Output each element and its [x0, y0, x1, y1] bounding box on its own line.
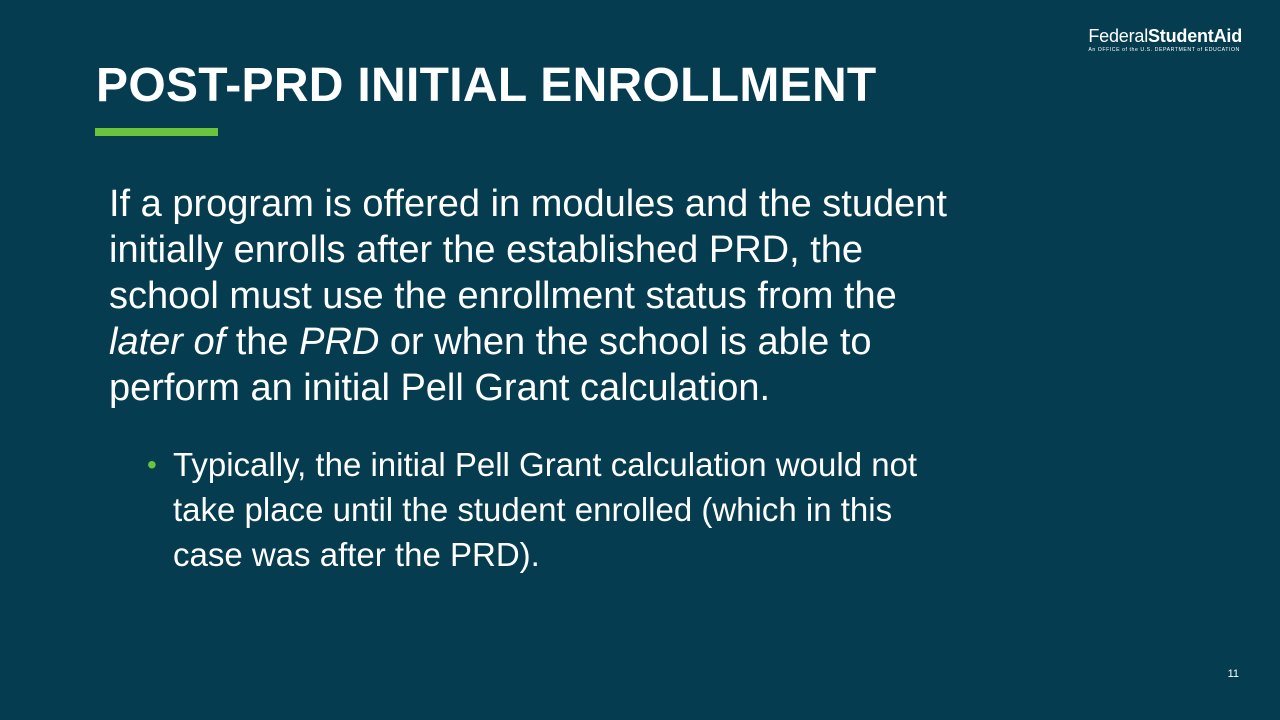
bullet-text: [173, 442, 1047, 577]
body-line-4-text-b: or when the school is able to: [379, 321, 872, 363]
logo-federal-text: Federal: [1088, 26, 1148, 46]
bullet-line-1: Typically, the initial Pell Grant calculation would not: [173, 446, 918, 483]
body-line-1: If a program is offered in modules and the student: [109, 183, 947, 225]
title-accent-bar: [95, 128, 218, 136]
body-line-4: [109, 319, 1089, 365]
body-italic-prd: PRD: [299, 321, 380, 363]
bullet-line-2: take place until the student enrolled (which in this: [173, 491, 893, 528]
bullet-icon: •: [147, 449, 157, 480]
body-paragraph: [109, 181, 1089, 411]
logo-student-aid-text: StudentAid: [1148, 26, 1242, 46]
body-line-5: perform an initial Pell Grant calculation.: [109, 367, 771, 409]
slide-title: POST-PRD INITIAL ENROLLMENT: [96, 59, 877, 112]
body-line-4-text-a: the: [225, 321, 300, 363]
body-line-3: school must use the enrollment status from the: [109, 275, 897, 317]
bullet-line-3: case was after the PRD).: [173, 536, 540, 573]
logo-subtitle: An OFFICE of the U.S. DEPARTMENT of EDUCATION: [1088, 47, 1240, 53]
federal-student-aid-logo: [1088, 26, 1242, 54]
body-line-2: initially enrolls after the established PRD, the: [109, 229, 864, 271]
page-number: 11: [1227, 668, 1239, 680]
body-italic-later-of: later of: [109, 321, 226, 363]
bullet-item: [147, 442, 1047, 577]
logo-wordmark: [1088, 26, 1242, 46]
